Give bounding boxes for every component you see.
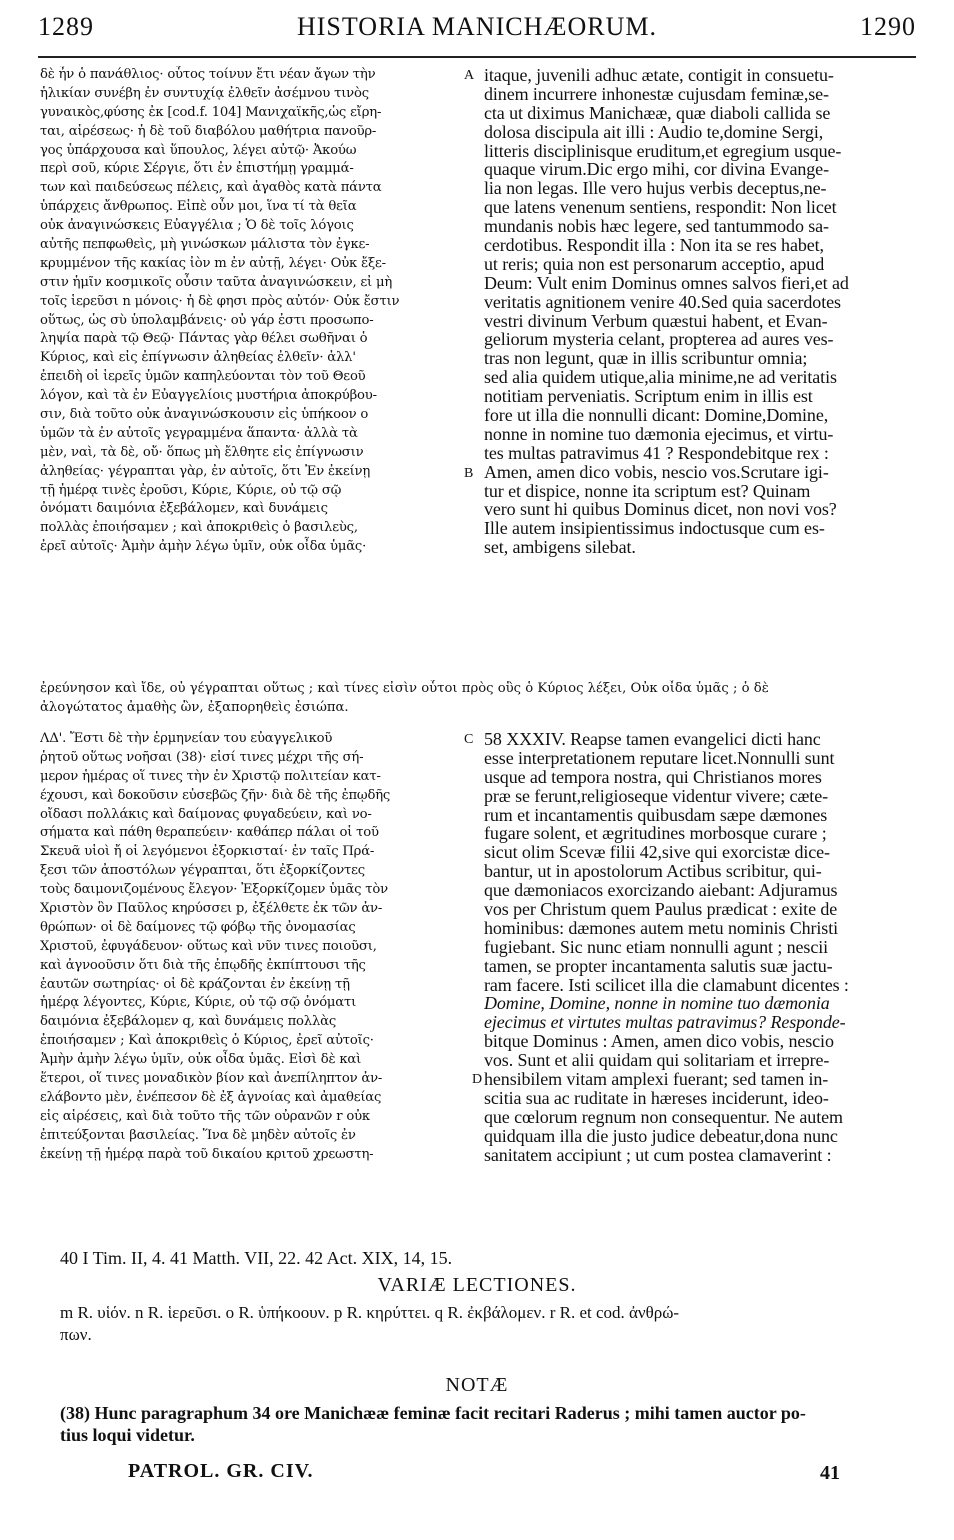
text-line: dolosa discipula ait illi : Audio te,domine Sergi, [484,121,824,142]
text-line: ἐρεύνησον καὶ ἴδε, οὐ γέγραπται οὕτως ; καὶ τίνες εἰσὶν οὗτοι πρὸς οὓς ὁ Κύριος λέξει, Οὐκ οἶδα ὑμᾶς ; ὁ δὲ [40,681,769,696]
text-line: ἀληθείας· γέγραπται γὰρ, ἐν αὐτοῖς, ὅτι Ἐν ἐκείνῃ [40,463,371,479]
text-line: tur et dispice, nonne ita scriptum est? Quinam [484,480,811,501]
text-line: περὶ σοῦ, κύριε Σέργιε, ὅτι ἐν ἐπιστήμῃ γραμμά- [40,161,354,177]
text-line: tes multas patravimus 41 ? Respondebitque rex : [484,442,829,463]
text-line: ὀνόματι δαιμόνια ἐξεβάλομεν, καὶ δυνάμεις [40,501,328,517]
text-line: τοὺς δαιμονιζομένους ἔλεγον· Ἐξορκίζομεν ὑμᾶς τὸν [40,882,388,898]
text-line: vos per Christum quem Paulus prædicat : exite de [484,899,838,920]
text-line: Κύριος, καὶ εἰς ἐπίγνωσιν ἀληθείας ἐλθεῖν· ἀλλ' [40,350,356,366]
text-line: hominibus: dæmones autem metu nominis Christi [484,917,838,938]
text-line: notitiam perveniatis. Scriptum enim in illis est [484,386,813,407]
text-line: vos. Sunt et alii quidam qui solitariam et irrepre- [484,1050,830,1071]
text-line: sicut olim Scevæ filii 42,sive qui exorcistæ dice- [484,842,830,863]
variae-lectiones-text [60,1302,920,1346]
variae-line-1: m R. υἱόν. n R. ἱερεῦσι. o R. ὑπήκοουν. p R. κηρύττει. q R. ἐκβάλομεν. r R. et cod. ἀνθρώ- [60,1303,680,1322]
page-header [38,12,916,52]
text-line: Deum: Vult enim Dominus omnes salvos fieri,et ad [484,272,849,293]
text-line: itaque, juvenili adhuc ætate, contigit in consuetu- [484,66,834,85]
text-line: sanitatem accipiunt ; ut cum postea clamaverint : [484,1144,832,1165]
text-line: σιν, διὰ τοῦτο οὐκ ἀναγινώσκουσιν εἰς ὑπήκοον o [40,407,369,423]
text-line: fugare solent, et ægritudines morbosque curare ; [484,823,827,844]
text-line: fore ut illa die nonnulli dicant: Domine,Domine, [484,405,829,426]
text-line: ejecimus et virtutes multas patravimus? Responde- [484,1012,846,1033]
text-line: ἕτεροι, οἵ τινες μοναδικὸν βίον καὶ ἀνεπίληπτον ἀν- [40,1071,383,1087]
text-line: bitque Dominus : Amen, amen dico vobis, nescio [484,1031,834,1052]
variae-line-2: πων. [60,1325,92,1344]
text-line: geliorum mysteria celant, propterea ad aures ves- [484,329,834,350]
margin-letter-b: B [464,466,474,481]
text-line: πολλὰς ἐποιήσαμεν ; καὶ ἀποκριθεὶς ὁ βασιλεὺς, [40,520,358,536]
text-line: ἐπιτεύξονται βασιλείας. Ἵνα δὲ μηδὲν αὐτοῖς ἐν [40,1127,356,1143]
text-line: veritatis agnitionem venire 40.Sed quia sacerdotes [484,291,841,312]
footer-signature: 41 [820,1462,840,1484]
text-line: οὕτως, ὡς σὺ ὑπολαμβάνεις· οὐ γάρ ἐστι προσωπο- [40,312,374,328]
text-line: οἴδασι πολλάκις καὶ δαίμονας φυγαδεύειν, καὶ νο- [40,806,372,822]
scripture-footnotes: 40 I Tim. II, 4. 41 Matth. VII, 22. 42 Act. XIX, 14, 15. [60,1248,453,1268]
latin-column-top [484,66,922,557]
text-line: δαιμόνια ἐξεβάλομεν q, καὶ δυνάμεις πολλὰς [40,1014,337,1030]
text-line: que dæmoniacos exorcizando aiebant: Adjuramus [484,880,838,901]
margin-letter-d: D [472,1072,483,1087]
text-line: ῥητοῦ οὕτως νοῆσαι (38)· εἰσί τινες μέχρι τῆς σή- [40,749,364,765]
text-line: λόγον, καὶ τὰ ἐν Εὐαγγελίοις μυστήρια ἀποκρύβου- [40,388,377,404]
text-line: γος ὑπάρχουσα καὶ ὕπουλος, λέγει αὐτῷ· Ἀκούω [40,142,357,158]
text-line: ἐποιήσαμεν ; Καὶ ἀποκριθεὶς ὁ Κύριος, ἐρεῖ αὐτοῖς· [40,1033,374,1049]
text-line: quidquam illa die justo judice debeatur,dona nunc [484,1125,838,1146]
text-line: rum et incantamentis quibusdam sæpe dæmones [484,804,828,825]
text-line: ΛΔ'. Ἔστι δὲ τὴν ἑρμηνείαν του εὐαγγελικοῦ [40,731,333,746]
header-rule [38,56,916,58]
variae-lectiones-title: VARIÆ LECTIONES. [377,1274,577,1296]
text-line: γυναικὸς,φύσης ἐκ [cod.f. 104] Μανιχαϊκῆς,ὡς εἴρη- [40,104,382,120]
text-line: Σκευᾶ υἱοὶ ἤ οἱ λεγόμενοι ἐξορκισταί· ἐν ταῖς Πρά- [40,844,375,860]
text-line: litteris disciplinisque eruditum,et egregium usque- [484,140,842,161]
notae-text [60,1402,930,1446]
text-line: Domine, Domine, nonne in nomine tuo dæmonia [484,993,830,1014]
latin-column-bottom [484,730,922,1164]
text-line: ἡμέρᾳ λέγοντες, Κύριε, Κύριε, οὐ τῷ σῷ ὀνόματι [40,995,357,1011]
text-line: των καὶ παιδεύσεως πέλεις, καὶ ἀγαθὸς κατὰ πάντα [40,180,382,196]
notae-line-1: (38) Hunc paragraphum 34 ore Manichææ feminæ facit recitari Raderus ; mihi tamen auctor po- [60,1403,806,1423]
text-line: tamen, se propter incantamenta salutis suæ jactu- [484,955,833,976]
text-line: usque ad tempora nostra, qui Christianos mores [484,766,822,787]
text-line: στιν ἡμῖν κοσμικοῖς οὖσιν ταῦτα ἀναγινώσκειν, εἰ μὴ [40,274,393,290]
text-line: ἐρεῖ αὐτοῖς· Ἀμὴν ἀμὴν λέγω ὑμῖν, οὐκ οἶδα ὑμᾶς· [40,539,367,555]
text-line: dinem incurrere inhonestæ cujusdam feminæ,se- [484,83,829,104]
text-line: nonne in nomine tuo dæmonia ejecimus, et virtu- [484,423,834,444]
text-line: καὶ ἀγνοοῦσιν ὅτι διὰ τῆς ἐπῳδῆς ἐκπίπτουσι τῆς [40,957,366,973]
text-line: ξεσι τῶν ἀποστόλων γέγραπται, ὅτι ἐξορκίζοντες [40,863,365,879]
text-line: ὑμῶν τὰ ἐν αὐτοῖς γεγραμμένα ἅπαντα· ἀλλὰ τὰ [40,425,358,441]
text-line: esse interpretationem reputare licet.Nonnulli sunt [484,747,835,768]
text-line: 58 XXXIV. Reapse tamen evangelici dicti hanc [484,730,821,749]
text-line: cta ut diximus Manichææ, quæ diaboli callida se [484,102,831,123]
text-line: Ἀμὴν ἀμὴν λέγω ὑμῖν, οὐκ οἶδα ὑμᾶς. Εἰσὶ δὲ καὶ [40,1052,362,1068]
text-line: ut reris; quia non est personarum acceptio, apud [484,253,825,274]
text-line: que cœlorum regnum non consequentur. Ne autem [484,1106,843,1127]
text-line: præ se ferunt,religioseque videntur vivere; cæte- [484,785,828,806]
text-line: ελάβοντο μὲν, ἐνέπεσον δὲ ἐξ ἀγνοίας καὶ ἀμαθείας [40,1089,382,1105]
greek-full-width [40,680,920,718]
text-line: scitia sua ac ruditate in hæreses inciderunt, ideo- [484,1087,829,1108]
text-line: ram facere. Isti scilicet illa die clamabunt dicentes : [484,974,849,995]
text-line: ὑπάρχεις ἄνθρωπος. Εἰπὲ οὖν μοι, ἵνα τί τὰ θεῖα [40,199,357,215]
text-line: τῇ ἡμέρᾳ τινὲς ἐροῦσι, Κύριε, Κύριε, οὐ τῷ σῷ [40,482,342,498]
text-line: Amen, amen dico vobis, nescio vos.Scrutare igi- [484,461,829,482]
text-line: αὐτῆς πεπφωθεὶς, μὴ γινώσκων μάλιστα τὸν ἐγκε- [40,237,370,253]
text-line: vero sunt hi quibus Dominus dicet, non novi vos? [484,499,837,520]
text-line: tras non legunt, quæ in illis scribuntur omnia; [484,348,808,369]
left-page-number: 1289 [38,12,94,41]
text-line: Χριστὸν ὃν Παῦλος κηρύσσει p, ἐξέλθετε ἐκ τῶν ἀν- [40,901,383,917]
text-line: quaque virum.Dic ergo mihi, cor divina Evange- [484,159,829,180]
text-line: bantur, ut in apostolorum Actibus scribitur, qui- [484,861,822,882]
text-line: ἡλικίαν συνέβη ἐν συντυχίᾳ ἐλθεῖν ἀσέμνου τινὸς [40,85,369,101]
text-line: mundanis nobis hæc legere, sed tantummodo sa- [484,216,829,237]
text-line: que latens venenum sentiens, respondit: Non licet [484,197,837,218]
text-line: εἰς αἱρέσεις, καὶ διὰ τοῦτο τῆς τῶν οὐρανῶν r οὐκ [40,1108,370,1124]
footer-volume: PATROL. GR. CIV. [128,1460,314,1482]
margin-letter-a: A [464,68,475,83]
text-line: ληψία παρὰ τῷ Θεῷ· Πάντας γὰρ θέλει σωθῆναι ὁ [40,331,368,347]
text-line: Χριστοῦ, ἐφυγάδευον· οὕτως καὶ νῦν τινες ποιοῦσι, [40,938,377,954]
notae-line-2: tius loqui videtur. [60,1425,195,1445]
running-title: HISTORIA MANICHÆORUM. [296,12,657,41]
text-line: hensibilem vitam amplexi fuerant; sed tamen in- [484,1069,829,1090]
text-line: sed alia quidem utique,alia minime,ne ad veritatis [484,367,837,388]
text-line: ται, αἱρέσεως· ἡ δὲ τοῦ διαβόλου μαθήτρια πανοῦρ- [40,123,377,139]
text-line: κρυμμένον τῆς κακίας ἰὸν m ἐν αὐτῇ, λέγει· Οὐκ ἔξε- [40,255,386,271]
greek-column-top [40,66,460,557]
text-line: cerdotibus. Respondit illa : Non ita se res habet, [484,235,824,256]
text-line: ἐπειδὴ οἱ ἱερεῖς ὑμῶν καπηλεύονται τὸν τοῦ Θεοῦ [40,369,366,385]
text-line: τοῖς ἱερεῦσι n μόνοις· ἡ δὲ φησι πρὸς αὐτόν· Οὐκ ἔστιν [40,293,400,309]
text-line: fugiebant. Sic nunc etiam nonnulli agunt ; nescii [484,936,829,957]
greek-column-bottom [40,730,460,1164]
text-line: lia non legas. Ille vero hujus verbis deceptus,ne- [484,178,827,199]
right-page-number: 1290 [859,12,916,41]
text-line: δὲ ἦν ὁ πανάθλιος· οὗτος τοίνυν ἔτι νέαν ἄγων τὴν [40,67,376,82]
text-line: set, ambigens silebat. [484,537,636,558]
text-line: ἐκείνῃ τῇ ἡμέρᾳ παρὰ τοῦ δικαίου κριτοῦ χρεωστη- [40,1146,374,1162]
text-line: Ille autem insipientissimus indoctusque cum es- [484,518,825,539]
text-line: μερον ἡμέρας οἵ τινες τὴν ἐν Χριστῷ πολιτείαν κατ- [40,768,381,784]
text-line: θρώπων· οἱ δὲ δαίμονες τῷ φόβῳ τῆς ὀνομασίας [40,919,356,935]
text-line: σήματα καὶ πάθη θεραπεύειν· καθάπερ πάλαι οἱ τοῦ [40,825,379,841]
text-line: έχουσι, καὶ δοκοῦσιν εὐσεβῶς ζῆν· διὰ δὲ τῆς ἐπῳδῆς [40,787,391,803]
margin-letter-c: C [464,732,474,747]
text-line: μὲν, ναὶ, τὰ δὲ, οὔ· ὅπως μὴ ἔλθητε εἰς ἐπίγνωσιν [40,444,364,460]
text-line: ἀλογώτατος ἀμαθὴς ὢν, ἐξαπορηθεὶς ἐσιώπα. [40,699,349,715]
text-line: οὐκ ἀναγινώσκεις Εὐαγγέλια ; Ὁ δὲ τοῖς λόγοις [40,218,354,234]
notae-title: NOTÆ [445,1374,509,1396]
text-line: vestri divinum Verbum quæstui habent, et Evan- [484,310,828,331]
text-line: ἑαυτῶν σωτηρίας· οἱ δὲ κράζονται ἐν ἐκείνῃ τῇ [40,976,350,992]
